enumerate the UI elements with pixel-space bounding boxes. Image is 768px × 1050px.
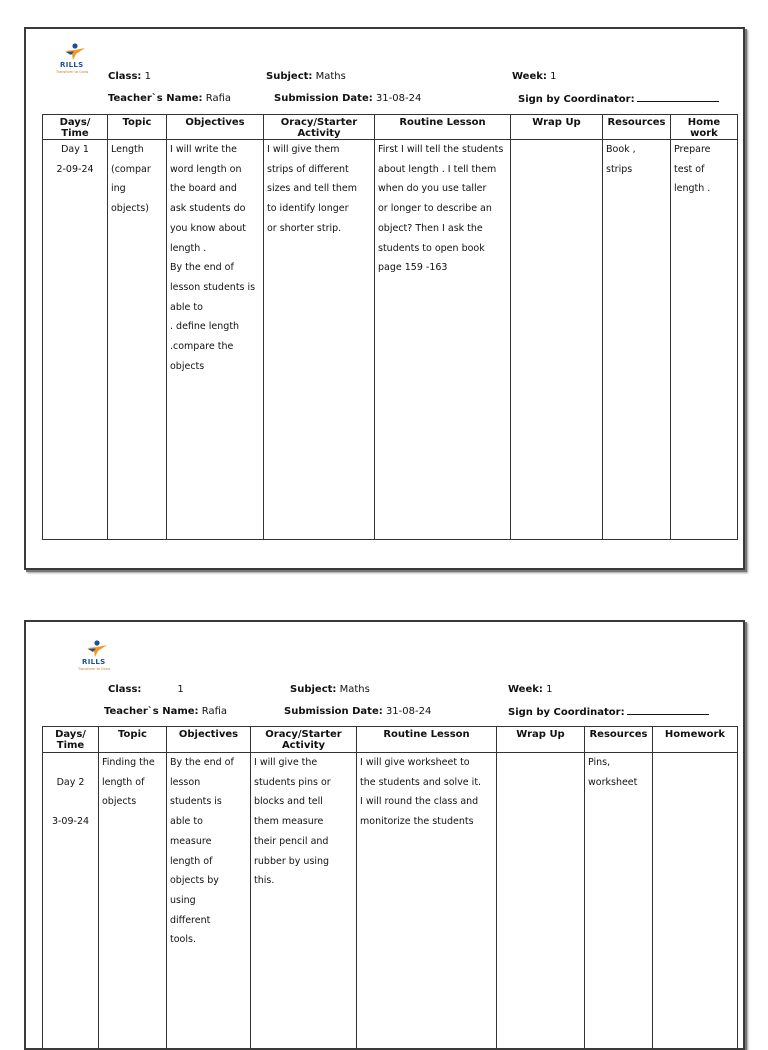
cell-starter: I will give the students pins or blocks and tell them measure their pencil and rubber by using this. — [251, 753, 357, 1050]
cell-topic: Length (compar ing objects) — [108, 140, 167, 540]
header-objectives: Objectives — [167, 727, 251, 753]
week-field: Week: 1 — [508, 684, 552, 695]
week-field: Week: 1 — [512, 71, 556, 82]
lesson-plan-sheet-2 — [24, 620, 745, 1050]
brand-tagline: Transform to Grow — [56, 70, 88, 74]
table-header-row — [43, 727, 738, 753]
header-objectives: Objectives — [167, 115, 264, 140]
header-days-time: Days/ Time — [43, 115, 108, 140]
header-resources: Resources — [585, 727, 653, 753]
cell-objectives: I will write the word length on the board and ask students do you know about length . By the end of lesson students is able to . define length .compare the objects — [167, 140, 264, 540]
table-row — [43, 753, 738, 1050]
cell-routine: I will give worksheet to the students and solve it. I will round the class and monitorize the students — [357, 753, 497, 1050]
subject-field: Subject: Maths — [290, 684, 370, 695]
header-starter-activity: Oracy/Starter Activity — [264, 115, 375, 140]
cell-day: Day 1 2-09-24 — [43, 140, 108, 540]
cell-routine: First I will tell the students about length . I tell them when do you use taller or longer to describe an object? Then I ask the students to open book page 159 -163 — [375, 140, 511, 540]
coordinator-sign-field: Sign by Coordinator: — [518, 93, 719, 105]
brand-name: RILLS — [82, 658, 105, 666]
submission-date-field: Submission Date: 31-08-24 — [274, 93, 421, 104]
cell-starter: I will give them strips of different sizes and tell them to identify longer or shorter strip. — [264, 140, 375, 540]
lesson-table-2 — [42, 726, 738, 1050]
header-starter-activity: Oracy/Starter Activity — [251, 727, 357, 753]
rills-figure-icon — [86, 640, 108, 658]
cell-objectives: By the end of lesson students is able to measure length of objects by using different tools. — [167, 753, 251, 1050]
header-homework: Home work — [671, 115, 738, 140]
header-wrap-up: Wrap Up — [511, 115, 603, 140]
signature-line — [627, 706, 709, 715]
cell-topic: Finding the length of objects — [99, 753, 167, 1050]
signature-line — [637, 93, 719, 102]
submission-date-field: Submission Date: 31-08-24 — [284, 706, 431, 717]
coordinator-sign-field: Sign by Coordinator: — [508, 706, 709, 718]
teacher-field: Teacher`s Name: Rafia — [104, 706, 227, 717]
rills-logo — [56, 43, 96, 79]
brand-tagline: Transform to Grow — [78, 667, 110, 671]
cell-homework: Prepare test of length . — [671, 140, 738, 540]
cell-day: Day 2 3-09-24 — [43, 753, 99, 1050]
header-topic: Topic — [99, 727, 167, 753]
cell-wrapup — [511, 140, 603, 540]
cell-homework — [653, 753, 738, 1050]
header-routine-lesson: Routine Lesson — [357, 727, 497, 753]
header-homework: Homework — [653, 727, 738, 753]
table-row — [43, 140, 738, 540]
header-topic: Topic — [108, 115, 167, 140]
class-field: Class: 1 — [108, 71, 151, 82]
brand-name: RILLS — [60, 61, 83, 69]
lesson-plan-sheet-1 — [24, 27, 745, 570]
cell-wrapup — [497, 753, 585, 1050]
class-field: Class: 1 — [108, 684, 184, 695]
table-header-row — [43, 115, 738, 140]
header-wrap-up: Wrap Up — [497, 727, 585, 753]
header-routine-lesson: Routine Lesson — [375, 115, 511, 140]
subject-field: Subject: Maths — [266, 71, 346, 82]
rills-logo — [78, 640, 118, 676]
teacher-field: Teacher`s Name: Rafia — [108, 93, 231, 104]
cell-resources: Pins, worksheet — [585, 753, 653, 1050]
cell-resources: Book , strips — [603, 140, 671, 540]
lesson-table-1 — [42, 114, 738, 540]
rills-figure-icon — [64, 43, 86, 61]
header-resources: Resources — [603, 115, 671, 140]
header-days-time: Days/ Time — [43, 727, 99, 753]
